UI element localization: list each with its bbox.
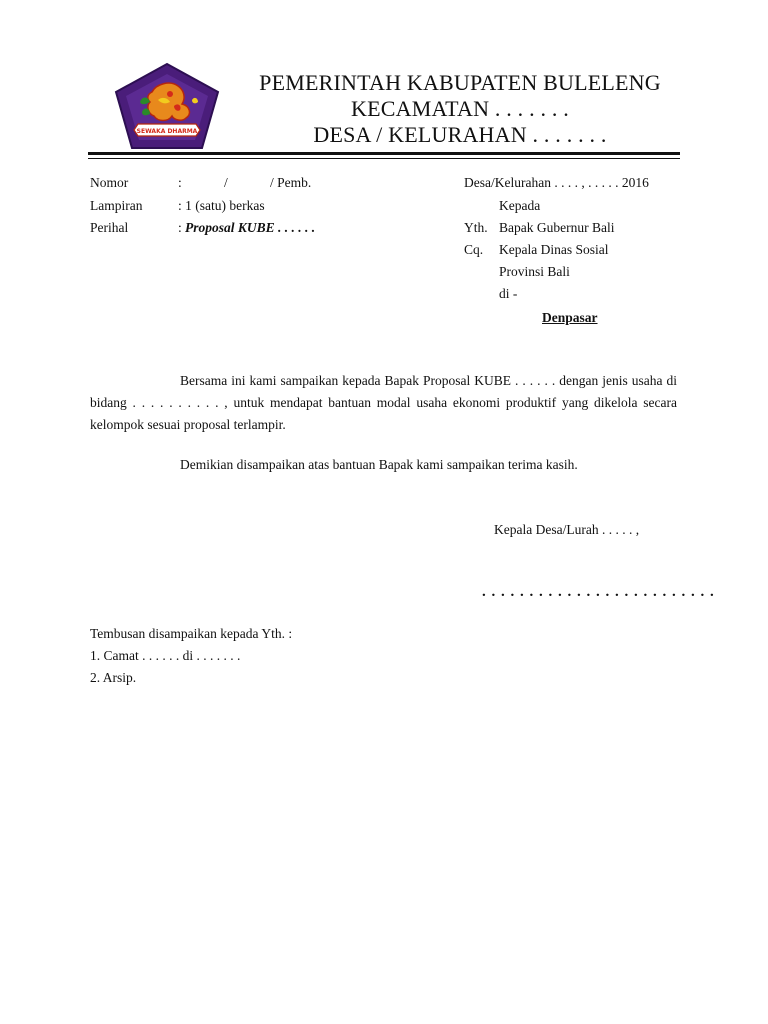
body-paragraph-1-text: Bersama ini kami sampaikan kepada Bapak Proposal KUBE . . . . . . dengan jenis usaha di bidang . . . . . . . . . . , untuk mendapat bantuan modal usaha ekonomi produktif yang dikelola secara kelompok sesuai proposal terlampir. [90,373,677,432]
yth-label: Yth. [464,220,488,235]
lampiran-label: Lampiran [90,198,143,213]
perihal-colon: : [178,220,182,235]
cc-heading: Tembusan disampaikan kepada Yth. : [90,626,293,641]
nomor-suffix: / Pemb. [270,175,312,190]
di-label: di - [499,286,518,301]
kepada-label: Kepada [499,198,541,213]
signature-title: Kepala Desa/Lurah . . . . . , [494,522,640,537]
province: Provinsi Bali [499,264,570,279]
body-paragraph-2-text: Demikian disampaikan atas bantuan Bapak kami sampaikan terima kasih. [180,457,578,472]
letterhead [230,70,690,148]
letterhead-line-1: PEMERINTAH KABUPATEN BULELENG [259,70,661,95]
letterhead-line-2: KECAMATAN . . . . . . . [351,96,569,121]
nomor-colon: : [178,175,182,190]
header-divider-thick [88,152,680,155]
body-paragraph-1 [90,370,677,436]
nomor-label: Nomor [90,175,129,190]
regency-logo [112,62,222,152]
perihal-value: Proposal KUBE . . . . . . [185,220,316,235]
header-divider-thin [88,158,680,159]
cc-item-2: 2. Arsip. [90,670,137,685]
city: Denpasar [542,310,598,325]
yth-value: Bapak Gubernur Bali [499,220,615,235]
lampiran-value: : 1 (satu) berkas [178,198,265,213]
signature-name-placeholder: . . . . . . . . . . . . . . . . . . . . . . . . . [482,584,715,600]
nomor-slash: / [224,175,228,190]
perihal-label: Perihal [90,220,129,235]
buleleng-emblem-icon [112,62,222,152]
body-paragraph-2 [90,454,677,476]
logo-motto: SEWAKA DHARMA [136,128,198,135]
cc-item-1: 1. Camat . . . . . . di . . . . . . . [90,648,241,663]
letterhead-line-3: DESA / KELURAHAN . . . . . . . [313,122,607,147]
cq-value: Kepala Dinas Sosial [499,242,609,257]
place-date: Desa/Kelurahan . . . . , . . . . . 2016 [464,175,649,190]
cq-label: Cq. [464,242,484,257]
